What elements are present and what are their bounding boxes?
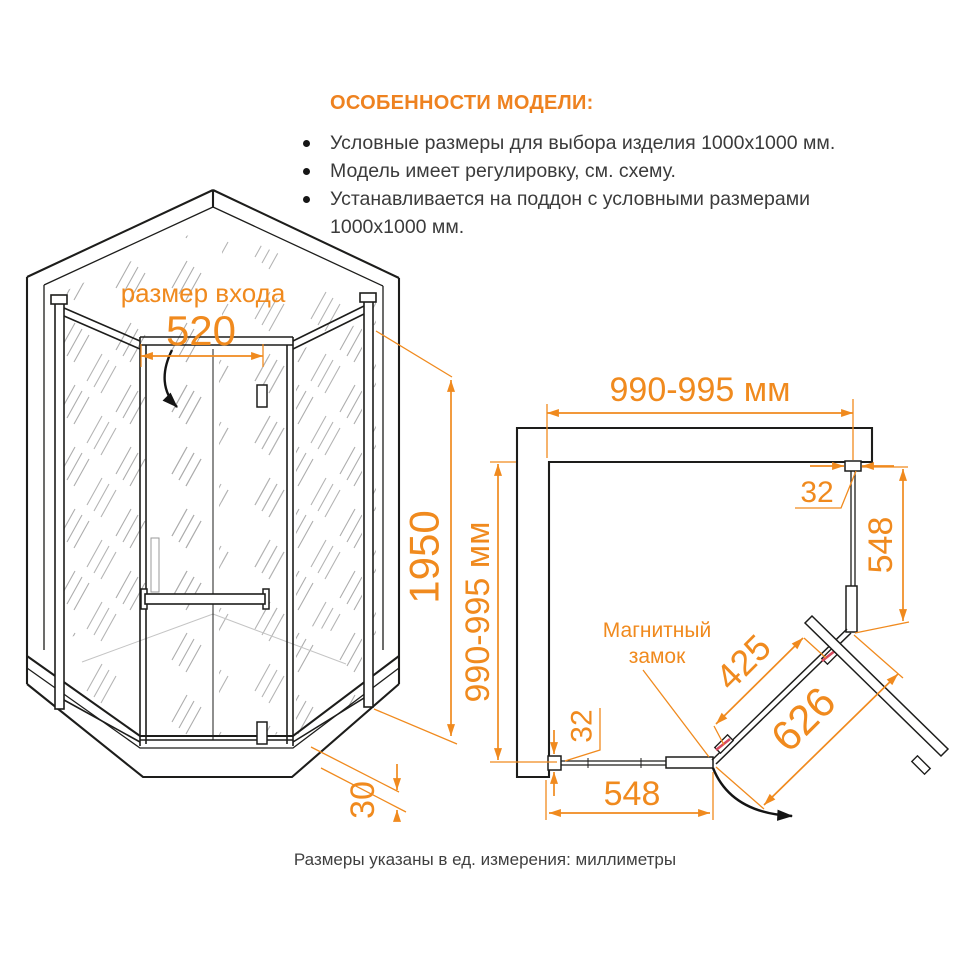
side-right-value: 548 (861, 516, 900, 574)
door-width-value: 425 (707, 626, 779, 698)
wall-profile-right (845, 461, 861, 471)
side-panel-dimension-bottom (546, 772, 713, 820)
fixed-glass-right (851, 471, 855, 586)
corner-post-right (364, 301, 373, 707)
glass-panel-front-left (67, 322, 134, 736)
units-note: Размеры указаны в ед. измерения: миллиметры (293, 850, 677, 869)
magnetic-lock-label (603, 619, 711, 757)
svg-text:замок: замок (628, 645, 686, 668)
height-dimension (374, 331, 457, 744)
top-view-drawing (459, 371, 948, 820)
magnet-strip-bottom (257, 722, 267, 744)
feature-item: Модель имеет регулировку, см. схему. (294, 157, 906, 185)
features-title: ОСОБЕННОСТИ МОДЕЛИ: (330, 92, 594, 114)
wall-profile-top-value: 32 (800, 476, 834, 509)
width-value: 990-995 мм (609, 371, 791, 409)
chamfer-value: 626 (761, 677, 845, 761)
wall-profile-dimension-bottom (554, 708, 600, 796)
svg-text:Магнитный: Магнитный (602, 619, 712, 642)
corner-post-left (55, 303, 64, 709)
entrance-label: размер входа (120, 278, 286, 308)
magnet-strip-top (257, 385, 267, 407)
tray-height-dimension (311, 747, 406, 820)
wall-profile-bottom (548, 756, 561, 770)
height-value: 1950 (400, 510, 448, 604)
feature-item: Условные размеры для выбора изделия 1000x1000 мм. (294, 129, 906, 157)
magnetic-lock-profile (666, 757, 713, 768)
entrance-width-value: 520 (165, 307, 237, 354)
glass-panel-front-right (296, 322, 362, 736)
front-view-drawing (27, 190, 457, 820)
fixed-glass-bottom (561, 761, 668, 765)
wall-profile-bottom-value: 32 (565, 709, 599, 743)
tray-height-value: 30 (343, 781, 382, 819)
side-panel-dimension-right (855, 467, 909, 633)
feature-item: Устанавливается на поддон с условными размерами 1000x1000 мм. (294, 185, 906, 241)
side-bottom-value: 548 (603, 775, 661, 813)
depth-value: 990-995 мм (458, 521, 497, 703)
wall-profile-dimension-top (795, 466, 894, 509)
glass-door-right (219, 357, 287, 737)
